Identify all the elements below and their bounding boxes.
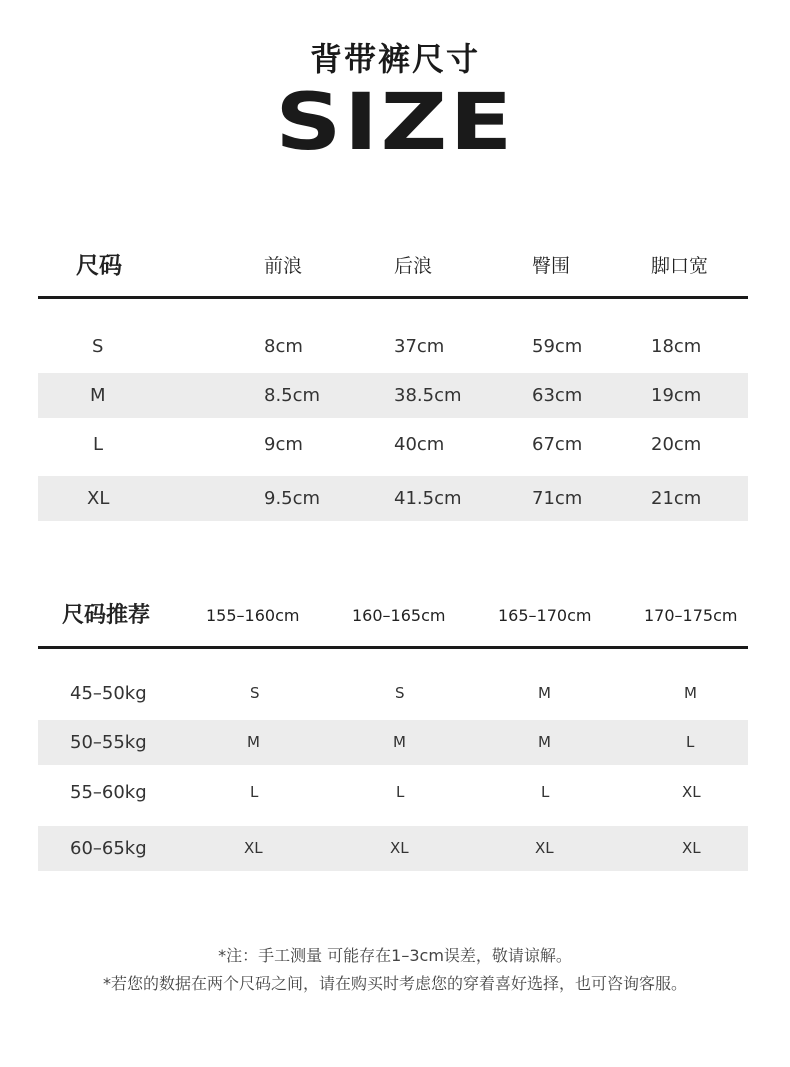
table-row xyxy=(38,476,748,521)
row-back-rise: 41.5cm xyxy=(394,488,462,509)
row-weight: 50–55kg xyxy=(70,732,147,753)
header-height-170: 170–175cm xyxy=(644,606,738,625)
row-hip: 67cm xyxy=(532,434,583,455)
row-size-160: L xyxy=(396,783,405,801)
header-back-rise: 后浪 xyxy=(394,255,433,277)
table-row xyxy=(38,373,748,418)
row-size-155: XL xyxy=(244,839,263,857)
size-table xyxy=(38,236,748,521)
row-leg-opening: 19cm xyxy=(651,385,702,406)
note-size-advice: *若您的数据在两个尺码之间，请在购买时考虑您的穿着喜好选择，也可咨询客服。 xyxy=(102,974,687,993)
row-back-rise: 37cm xyxy=(394,336,445,357)
row-size-155: S xyxy=(250,684,260,702)
row-size-160: M xyxy=(393,733,406,751)
row-size: XL xyxy=(87,488,110,509)
footnotes xyxy=(0,942,790,998)
table-row xyxy=(38,324,748,369)
row-front-rise: 9cm xyxy=(264,434,303,455)
row-leg-opening: 18cm xyxy=(651,336,702,357)
table-row xyxy=(38,826,748,871)
row-front-rise: 8cm xyxy=(264,336,303,357)
header-hip: 臀围 xyxy=(532,255,571,277)
row-weight: 45–50kg xyxy=(70,683,147,704)
row-hip: 71cm xyxy=(532,488,583,509)
row-size-165: L xyxy=(541,783,550,801)
row-hip: 59cm xyxy=(532,336,583,357)
header-size: 尺码 xyxy=(76,253,122,279)
row-size: S xyxy=(92,336,104,357)
row-leg-opening: 21cm xyxy=(651,488,702,509)
row-size-170: L xyxy=(686,733,695,751)
row-hip: 63cm xyxy=(532,385,583,406)
row-size-155: M xyxy=(247,733,260,751)
row-back-rise: 38.5cm xyxy=(394,385,462,406)
row-front-rise: 8.5cm xyxy=(264,385,321,406)
row-size-160: XL xyxy=(390,839,409,857)
header-height-165: 165–170cm xyxy=(498,606,592,625)
row-size-155: L xyxy=(250,783,259,801)
row-size: M xyxy=(90,385,106,406)
size-table-header xyxy=(38,236,748,296)
row-size-170: M xyxy=(684,684,697,702)
row-size-165: M xyxy=(538,684,551,702)
table-row xyxy=(38,422,748,467)
row-size-165: M xyxy=(538,733,551,751)
table-row xyxy=(38,671,748,716)
note-measurement: *注：手工测量 可能存在1–3cm误差，敬请谅解。 xyxy=(218,946,572,965)
size-title: SIZE xyxy=(275,78,515,168)
recommend-table-header xyxy=(38,586,748,646)
row-size: L xyxy=(93,434,104,455)
row-leg-opening: 20cm xyxy=(651,434,702,455)
row-size-170: XL xyxy=(682,783,701,801)
header-leg-opening: 脚口宽 xyxy=(651,255,709,277)
row-front-rise: 9.5cm xyxy=(264,488,321,509)
header-front-rise: 前浪 xyxy=(264,255,303,277)
table-row xyxy=(38,770,748,815)
row-size-170: XL xyxy=(682,839,701,857)
row-weight: 55–60kg xyxy=(70,782,147,803)
row-weight: 60–65kg xyxy=(70,838,147,859)
row-back-rise: 40cm xyxy=(394,434,445,455)
recommend-table xyxy=(38,586,748,871)
header-recommend: 尺码推荐 xyxy=(62,603,151,628)
header-height-160: 160–165cm xyxy=(352,606,446,625)
product-subtitle: 背带裤尺寸 xyxy=(309,40,480,78)
row-size-165: XL xyxy=(535,839,554,857)
header-height-155: 155–160cm xyxy=(206,606,300,625)
row-size-160: S xyxy=(395,684,405,702)
table-row xyxy=(38,720,748,765)
